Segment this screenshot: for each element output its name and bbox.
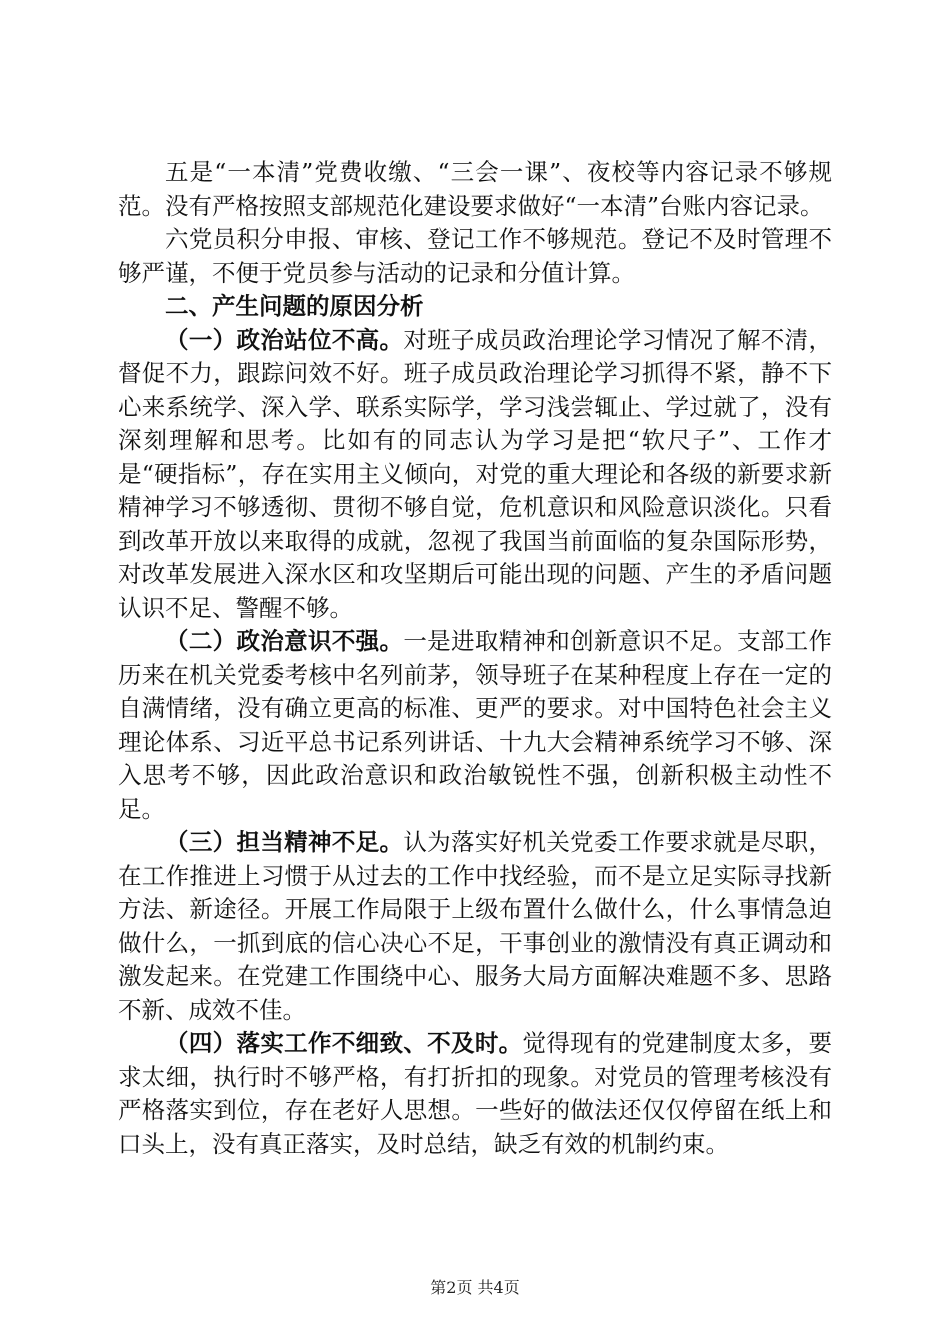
section-three-lead: （三）担当精神不足。: [165, 828, 404, 856]
section-four: [118, 1027, 832, 1161]
section-two-body: 一是进取精神和创新意识不足。支部工作历来在机关党委考核中名列前茅，领导班子在某种程度上存在一定的自满情绪，没有确立更高的标准、更严的要求。对中国特色社会主义理论体系、习近平总书记系列讲话、十九大会精神系统学习不够、深入思考不够，因此政治意识和政治敏锐性不强，创新积极主动性不足。: [118, 627, 833, 823]
paragraph-five: [118, 156, 832, 223]
section-three-body: 认为落实好机关党委工作要求就是尽职，在工作推进上习惯于从过去的工作中找经验，而不是立足实际寻找新方法、新途径。开展工作局限于上级布置什么做什么，什么事情急迫做什么，一抓到底的信心决心不足，干事创业的激情没有真正调动和激发起来。在党建工作围绕中心、服务大局方面解决难题不多、思路不新、成效不佳。: [118, 828, 833, 1024]
section-heading: 二、产生问题的原因分析: [165, 292, 424, 320]
section-four-body: 觉得现有的党建制度太多，要求太细，执行时不够严格，有打折扣的现象。对党员的管理考核没有严格落实到位，存在老好人思想。一些好的做法还仅仅停留在纸上和口头上，没有真正落实，及时总结，缺乏有效的机制约束。: [118, 1029, 832, 1158]
page-footer: 第2页 共4页: [430, 1278, 520, 1297]
paragraph-six: [118, 223, 832, 290]
document-body: [118, 156, 832, 1161]
section-one-lead: （一）政治站位不高。: [165, 325, 404, 354]
paragraph-six-text: 六党员积分申报、审核、登记工作不够规范。登记不及时管理不够严谨，不便于党员参与活动的记录和分值计算。: [118, 225, 832, 287]
section-one-body: 对班子成员政治理论学习情况了解不清，督促不力，跟踪问效不好。班子成员政治理论学习抓得不紧，静不下心来系统学、深入学、联系实际学，学习浅尝辄止、学过就了，没有深刻理解和思考。比如有的同志认为学习是把“软尺子”、工作才是“硬指标”，存在实用主义倾向，对党的重大理论和各级的新要求新精神学习不够透彻、贯彻不够自觉，危机意识和风险意识淡化。只看到改革开放以来取得的成就，忽视了我国当前面临的复杂国际形势，对改革发展进入深水区和攻坚期后可能出现的问题、产生的矛盾问题认识不足、警醒不够。: [118, 325, 833, 622]
section-three: [118, 826, 832, 1027]
section-two: [118, 625, 832, 826]
paragraph-five-text: 五是“一本清”党费收缴、“三会一课”、夜校等内容记录不够规范。没有严格按照支部规范化建设要求做好“一本清”台账内容记录。: [118, 158, 832, 220]
section-two-lead: （二）政治意识不强。: [165, 627, 404, 655]
section-one: [118, 324, 832, 626]
section-four-lead: （四）落实工作不细致、不及时。: [165, 1029, 523, 1057]
